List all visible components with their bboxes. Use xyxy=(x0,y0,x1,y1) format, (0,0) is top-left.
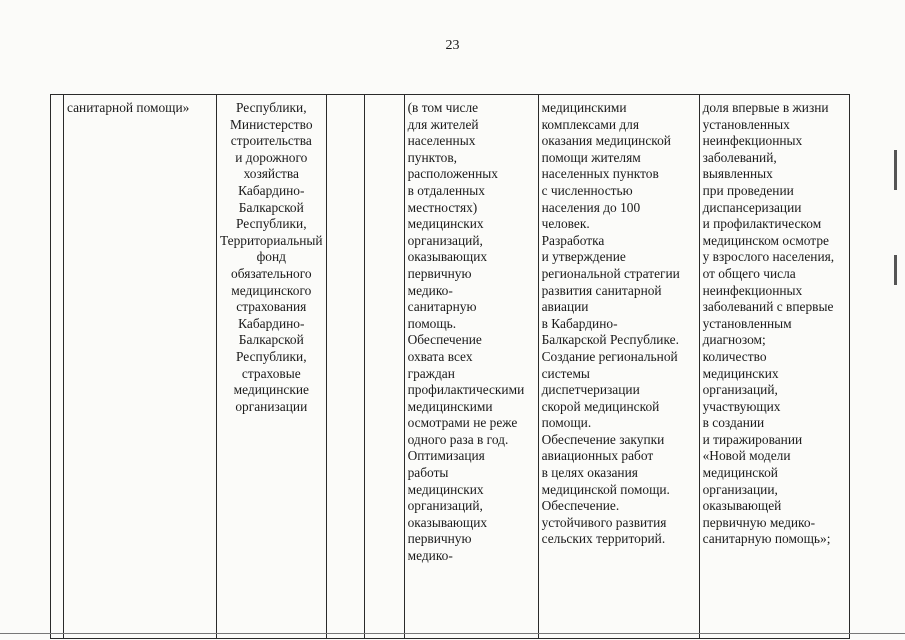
cell-text-line: граждан xyxy=(407,365,455,381)
scan-edge-mark xyxy=(894,255,897,285)
cell-text-line: и дорожного xyxy=(235,149,308,165)
cell-text-line: Балкарской xyxy=(238,332,304,348)
cell-text-line: фонд xyxy=(256,249,286,265)
cell-text-line: в Кабардино- xyxy=(541,315,618,331)
cell-text-line: Разработка xyxy=(541,232,605,248)
cell-text-line: оказывающей xyxy=(702,498,782,514)
cell-text-line: одного раза в год. xyxy=(407,431,509,447)
cell-text-line: и утверждение xyxy=(541,249,626,265)
table-row xyxy=(51,95,850,639)
cell-text-line: с численностью xyxy=(541,182,633,198)
cell-text-line: диспансеризации xyxy=(702,199,802,215)
cell-text-line: для жителей xyxy=(407,116,479,132)
cell-text-line: Балкарской Республике. xyxy=(541,332,679,348)
cell-text-line: медицинских xyxy=(407,481,484,497)
cell-text-line: местностях) xyxy=(407,199,478,215)
cell-text-line: Кабардино- xyxy=(238,182,305,198)
cell-text-line: санитарную xyxy=(407,299,477,315)
scan-edge-mark xyxy=(894,150,897,190)
cell-text-line: помощь. xyxy=(407,315,457,331)
col-measures-a-cell xyxy=(404,95,538,639)
cell-text-line: медицинских xyxy=(407,216,484,232)
cell-text-line: и тиражировании xyxy=(702,431,803,447)
program-table xyxy=(50,94,850,639)
cell-text-line: установленным xyxy=(702,315,792,331)
cell-text-line: Оптимизация xyxy=(407,448,485,464)
cell-text-line: Министерство xyxy=(230,116,313,132)
col-index-cell xyxy=(51,95,64,639)
cell-text-line: первичную xyxy=(407,265,472,281)
cell-text-line: оказывающих xyxy=(407,249,488,265)
cell-text-line: медицинские xyxy=(233,382,309,398)
cell-text-line: диагнозом; xyxy=(702,332,766,348)
cell-text-line: доля впервые в жизни xyxy=(702,100,829,115)
cell-text-line: населенных xyxy=(407,133,476,149)
cell-text-line: медицинского xyxy=(231,282,312,298)
cell-text-line: комплексами для xyxy=(541,116,639,132)
cell-text-line: выявленных xyxy=(702,166,773,182)
cell-text-line: Создание региональной xyxy=(541,348,678,364)
cell-text-line: региональной стратегии xyxy=(541,265,680,281)
cell-text-line: и профилактическом xyxy=(702,216,822,232)
cell-text-line: заболеваний, xyxy=(702,149,777,165)
cell-text-line: участвующих xyxy=(702,398,781,414)
cell-text-line: количество xyxy=(702,348,767,364)
cell-text-line: Республики, xyxy=(236,216,307,232)
cell-text-line: устойчивого развития xyxy=(541,514,667,530)
cell-text-line: санитарной помощи» xyxy=(67,100,190,115)
cell-text-line: населения до 100 xyxy=(541,199,641,215)
cell-text-line: медицинских xyxy=(702,365,779,381)
cell-text-line: работы xyxy=(407,465,449,481)
cell-text-line: расположенных xyxy=(407,166,498,182)
cell-text-line: (в том числе xyxy=(407,100,479,115)
col-measures-b-cell xyxy=(538,95,699,639)
page-bottom-rule xyxy=(0,633,905,634)
cell-text-line: заболеваний с впервые xyxy=(702,299,834,315)
col-task-cell xyxy=(64,95,217,639)
cell-text-line: санитарную помощь»; xyxy=(702,531,831,547)
cell-text-line: охвата всех xyxy=(407,348,473,364)
cell-text-line: медицинской xyxy=(702,465,778,481)
page-number: 23 xyxy=(445,38,460,53)
cell-text-line: населенных пунктов xyxy=(541,166,659,182)
cell-text-line: Обеспечение. xyxy=(541,498,620,514)
cell-text-line: Территориальный xyxy=(220,232,323,248)
cell-text-line: авиационных работ xyxy=(541,448,654,464)
cell-text-line: установленных xyxy=(702,116,790,132)
cell-text-line: профилактическими xyxy=(407,382,525,398)
cell-text-line: медицинском осмотре xyxy=(702,232,829,248)
cell-text-line: авиации xyxy=(541,299,589,315)
cell-text-line: хозяйства xyxy=(243,166,299,182)
cell-text-line: медицинскими xyxy=(541,100,627,115)
cell-text-line: Балкарской xyxy=(238,199,304,215)
cell-text-line: медицинскими xyxy=(407,398,493,414)
cell-text-line: Республики, xyxy=(236,348,307,364)
cell-text-line: осмотрами не реже xyxy=(407,415,518,431)
cell-text-line: организации, xyxy=(702,481,778,497)
cell-text-line: организаций, xyxy=(407,498,483,514)
cell-text-line: Обеспечение xyxy=(407,332,482,348)
cell-text-line: организаций, xyxy=(702,382,778,398)
cell-text-line: при проведении xyxy=(702,182,794,198)
cell-text-line: помощи. xyxy=(541,415,592,431)
cell-text-line: в целях оказания xyxy=(541,465,638,481)
cell-text-line: человек. xyxy=(541,216,590,232)
col-executors-cell xyxy=(217,95,327,639)
cell-text-line: помощи жителям xyxy=(541,149,641,165)
cell-text-line: Кабардино- xyxy=(238,315,305,331)
cell-text-line: неинфекционных xyxy=(702,133,803,149)
cell-text-line: первичную медико- xyxy=(702,514,816,530)
cell-text-line: сельских территорий. xyxy=(541,531,666,547)
cell-text-line: оказывающих xyxy=(407,514,488,530)
cell-text-line: пунктов, xyxy=(407,149,457,165)
cell-text-line: строительства xyxy=(230,133,312,149)
cell-text-line: развития санитарной xyxy=(541,282,662,298)
cell-text-line: в отдаленных xyxy=(407,182,485,198)
cell-text-line: обязательного xyxy=(231,265,312,281)
cell-text-line: организаций, xyxy=(407,232,483,248)
col-deadline-end-cell xyxy=(364,95,404,639)
cell-text-line: первичную xyxy=(407,531,472,547)
cell-text-line: диспетчеризации xyxy=(541,382,640,398)
cell-text-line: системы xyxy=(541,365,590,381)
cell-text-line: Обеспечение закупки xyxy=(541,431,665,447)
cell-text-line: страховые xyxy=(241,365,301,381)
cell-text-line: оказания медицинской xyxy=(541,133,671,149)
cell-text-line: медицинской помощи. xyxy=(541,481,670,497)
col-indicators-cell xyxy=(699,95,849,639)
cell-text-line: медико- xyxy=(407,282,453,298)
cell-text-line: от общего числа xyxy=(702,265,796,281)
cell-text-line: Республики, xyxy=(236,100,307,115)
cell-text-line: страхования xyxy=(236,299,307,315)
cell-text-line: «Новой модели xyxy=(702,448,791,464)
cell-text-line: медико- xyxy=(407,548,453,564)
cell-text-line: у взрослого населения, xyxy=(702,249,835,265)
cell-text-line: скорой медицинской xyxy=(541,398,660,414)
cell-text-line: в создании xyxy=(702,415,765,431)
cell-text-line: организации xyxy=(235,398,308,414)
cell-text-line: неинфекционных xyxy=(702,282,803,298)
col-deadline-start-cell xyxy=(326,95,364,639)
